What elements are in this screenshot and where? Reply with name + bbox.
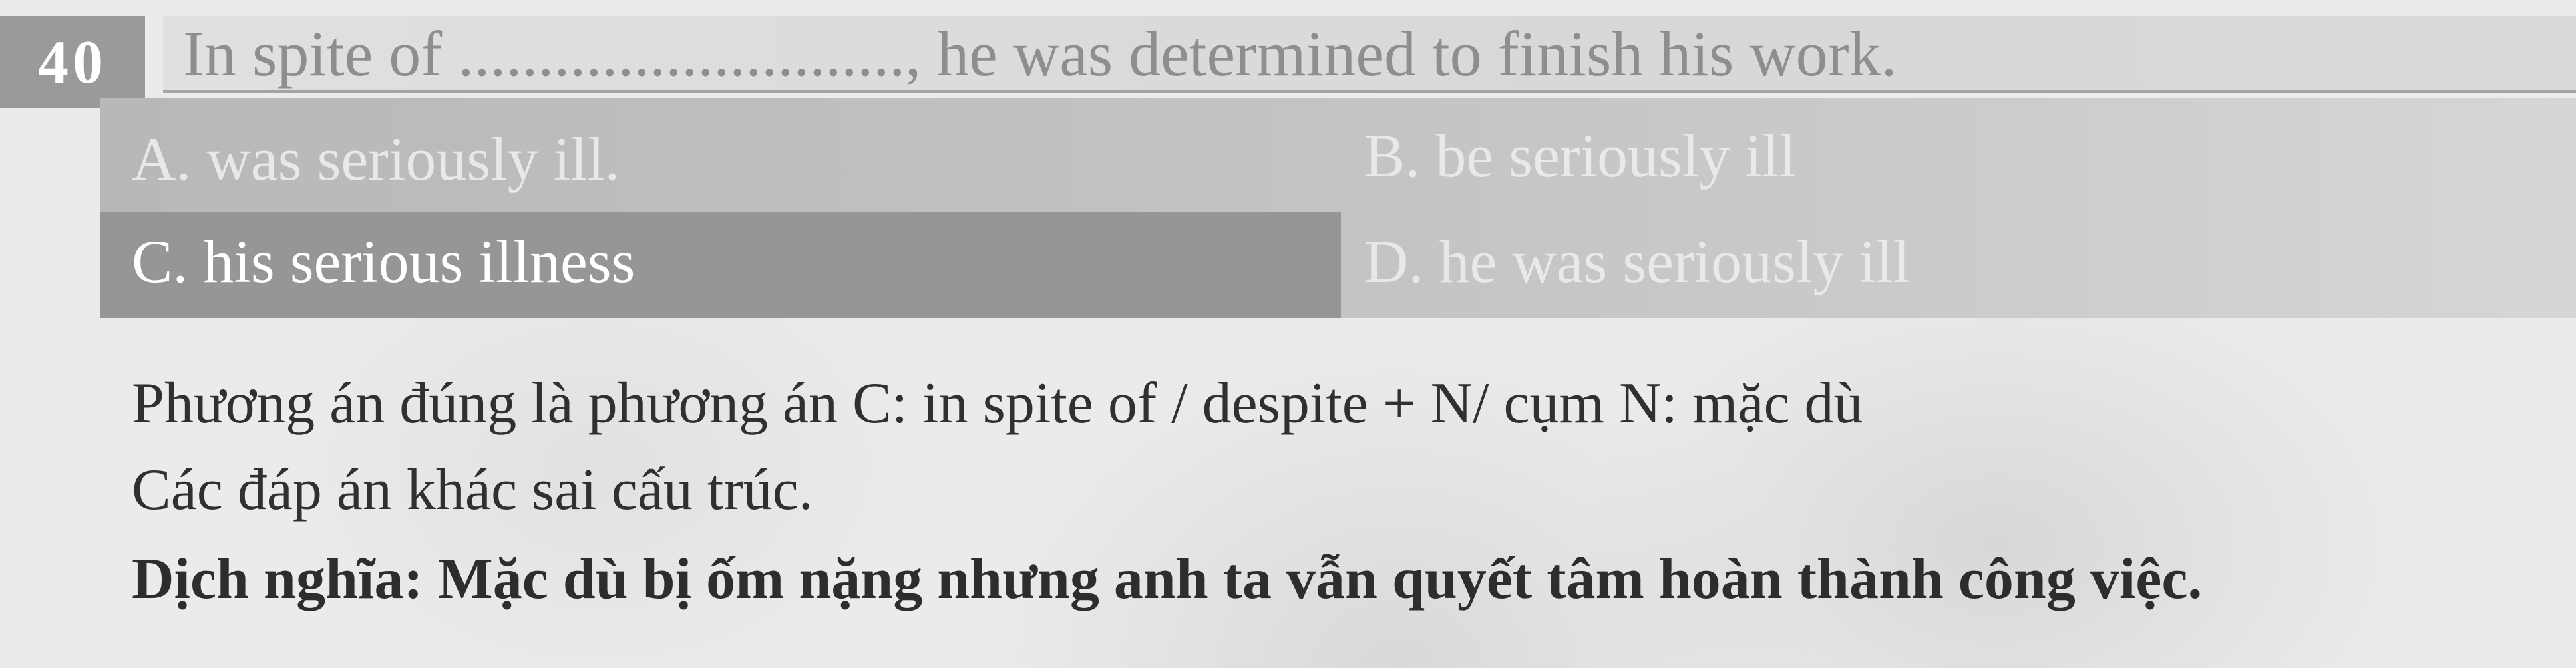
translation: Dịch nghĩa: Mặc dù bị ốm nặng nhưng anh ta vẫn quyết tâm hoàn thành công việc.	[132, 547, 2203, 611]
question-text: In spite of ............................, he was determined to finish his work.	[183, 18, 1897, 89]
question-number: 40	[0, 16, 145, 108]
option-b: B. be seriously ill	[1364, 122, 1797, 190]
other-options-note: Các đáp án khác sai cấu trúc.	[132, 458, 813, 522]
option-a: A. was seriously ill.	[132, 125, 620, 193]
answer-explanation: Phương án đúng là phương án C: in spite of / despite + N/ cụm N: mặc dù	[132, 371, 1863, 436]
option-d: D. he was seriously ill	[1364, 228, 1911, 295]
option-c: C. his serious illness	[132, 228, 636, 295]
